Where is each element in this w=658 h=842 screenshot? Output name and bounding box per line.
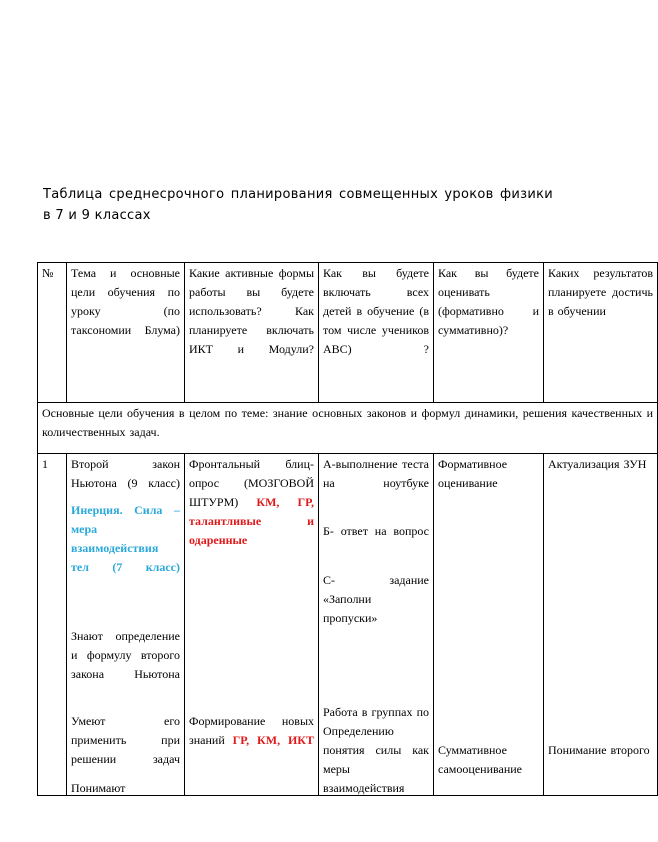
assessment-summative: Суммативное самооценивание bbox=[438, 743, 522, 776]
outcome-know: Знают определение и формулу второго закона Ньютона bbox=[71, 629, 180, 681]
goals-text: Основные цели обучения в целом по теме: знание основных законов и формул динамики, решения качественных и количественных задач. bbox=[38, 403, 658, 454]
header-row bbox=[38, 263, 658, 403]
inclusion-b: Б- ответ на вопрос bbox=[323, 524, 429, 538]
header-inclusion: Как вы будете включать всех детей в обучение (в том числе учеников АВС) ? bbox=[319, 263, 434, 403]
lesson-results-cell bbox=[544, 454, 658, 796]
header-forms: Какие активные формы работы вы будете использовать? Как планируете включать ИКТ и Модули? bbox=[185, 263, 319, 403]
header-results: Каких результатов планируете достичь в обучении bbox=[544, 263, 658, 403]
forms-new-knowledge-tags: ГР, КМ, ИКТ bbox=[232, 733, 315, 747]
header-topic: Тема и основные цели обучения по уроку (по таксономии Блума) bbox=[67, 263, 185, 403]
lesson-inclusion-cell bbox=[319, 454, 434, 796]
result-actualization: Актуализация ЗУН bbox=[548, 457, 647, 471]
topic-9-class: Второй закон Ньютона (9 класс) bbox=[71, 457, 180, 490]
lesson-row bbox=[38, 454, 658, 796]
forms-new-knowledge-text: Формирование новых знаний bbox=[189, 714, 314, 747]
forms-brainstorm bbox=[189, 455, 314, 550]
outcome-understand: Понимают bbox=[71, 781, 126, 795]
planning-table bbox=[37, 262, 658, 796]
goals-row bbox=[38, 403, 658, 454]
planning-table-wrapper bbox=[37, 262, 653, 799]
header-num: № bbox=[38, 263, 67, 403]
inclusion-group-work: Работа в группах по Определению понятия силы как меры взаимодействия bbox=[323, 705, 429, 795]
result-understanding: Понимание второго bbox=[548, 743, 650, 757]
inclusion-c: С- задание «Заполни пропуски» bbox=[323, 573, 429, 625]
outcome-can: Умеют его применить при решении задач bbox=[71, 714, 180, 766]
inclusion-a: А-выполнение теста на ноутбуке bbox=[323, 457, 429, 490]
forms-new-knowledge bbox=[189, 712, 314, 750]
assessment-formative: Формативное оценивание bbox=[438, 457, 508, 490]
lesson-topic-cell bbox=[67, 454, 185, 796]
topic-7-class: Инерция. Сила – мера взаимодействия тел (7 класс) bbox=[71, 503, 180, 574]
lesson-num: 1 bbox=[38, 454, 67, 796]
lesson-assessment-cell bbox=[434, 454, 544, 796]
header-assessment: Как вы будете оценивать (формативно и суммативно)? bbox=[434, 263, 544, 403]
document-title: Таблица среднесрочного планирования совмещенных уроков физики в 7 и 9 классах bbox=[43, 187, 553, 223]
forms-brainstorm-tags: КМ, ГР, талантливые и одаренные bbox=[189, 495, 314, 547]
forms-brainstorm-text: Фронтальный блиц-опрос (МОЗГОВОЙ ШТУРМ) bbox=[189, 457, 314, 509]
lesson-forms-cell bbox=[185, 454, 319, 796]
